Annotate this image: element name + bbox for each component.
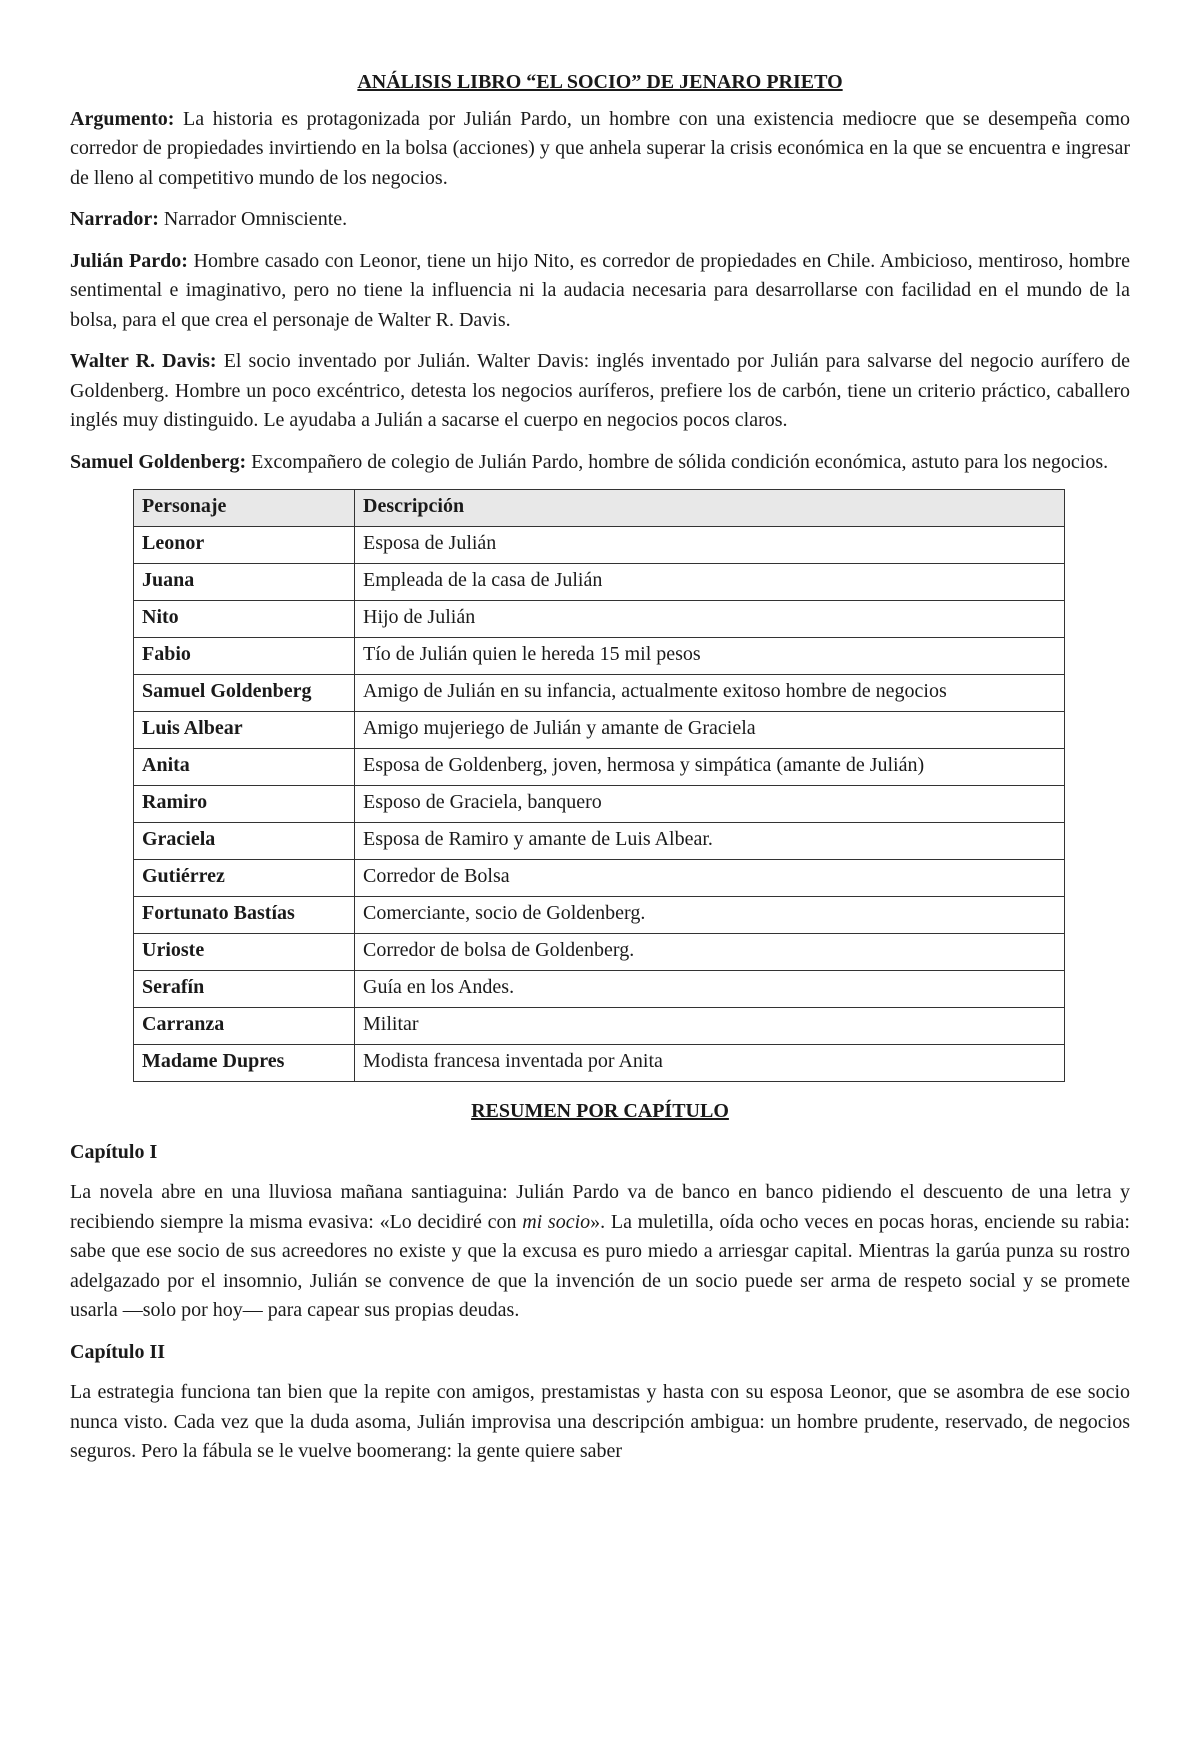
- table-row: [134, 897, 1065, 934]
- chapter-text: [70, 1378, 1130, 1467]
- character-name: Serafín: [134, 971, 355, 1008]
- paragraph-label: Argumento:: [70, 107, 175, 130]
- table-row: [134, 749, 1065, 786]
- chapter-text-part: La estrategia funciona tan bien que la repite con amigos, prestamistas y hasta con su esposa Leonor, que se asombra de ese socio nunca visto. Cada vez que la duda asoma, Julián improvisa una descripción ambigua: un hombre prudente, reservado, de negocios seguros. Pero la fábula se le vuelve boomerang: la gente quiere saber: [70, 1381, 1130, 1462]
- chapter-text: [70, 1178, 1130, 1326]
- character-description: Esposa de Goldenberg, joven, hermosa y simpática (amante de Julián): [355, 749, 1065, 786]
- chapter-title: Capítulo II: [70, 1340, 166, 1363]
- paragraph-narrador: [70, 205, 1130, 235]
- character-description: Corredor de bolsa de Goldenberg.: [355, 934, 1065, 971]
- character-description: Empleada de la casa de Julián: [355, 564, 1065, 601]
- character-name: Madame Dupres: [134, 1045, 355, 1082]
- table-row: [134, 564, 1065, 601]
- character-description: Guía en los Andes.: [355, 971, 1065, 1008]
- document-title: ANÁLISIS LIBRO “EL SOCIO” DE JENARO PRIETO: [357, 71, 843, 93]
- intro-paragraphs: [70, 105, 1130, 478]
- table-row: [134, 527, 1065, 564]
- paragraph-text: Narrador Omnisciente.: [158, 208, 348, 230]
- character-description: Esposo de Graciela, banquero: [355, 786, 1065, 823]
- character-description: Militar: [355, 1008, 1065, 1045]
- table-row: [134, 712, 1065, 749]
- character-name: Anita: [134, 749, 355, 786]
- character-name: Nito: [134, 601, 355, 638]
- chapter-2: [70, 1338, 1130, 1467]
- character-description: Esposa de Ramiro y amante de Luis Albear.: [355, 823, 1065, 860]
- character-name: Urioste: [134, 934, 355, 971]
- paragraph-julian-pardo: [70, 247, 1130, 336]
- character-name: Graciela: [134, 823, 355, 860]
- table-row: [134, 823, 1065, 860]
- column-header-personaje: Personaje: [134, 490, 355, 527]
- column-header-descripcion: Descripción: [355, 490, 1065, 527]
- character-name: Luis Albear: [134, 712, 355, 749]
- paragraph-label: Samuel Goldenberg:: [70, 450, 247, 473]
- table-row: [134, 786, 1065, 823]
- paragraph-text: Hombre casado con Leonor, tiene un hijo Nito, es corredor de propiedades en Chile. Ambicioso, mentiroso, hombre sentimental e imaginativo, pero no tiene la influencia ni la audacia necesaria para desarrollarse con facilidad en el mundo de la bolsa, para el que crea el personaje de Walter R. Davis.: [70, 249, 1130, 331]
- paragraph-text: El socio inventado por Julián. Walter Davis: inglés inventado por Julián para salvarse del negocio aurífero de Goldenberg. Hombre un poco excéntrico, detesta los negocios auríferos, prefiere los de carbón, tiene un criterio práctico, caballero inglés muy distinguido. Le ayudaba a Julián a sacarse el cuerpo en negocios pocos claros.: [70, 350, 1130, 431]
- paragraph-label: Julián Pardo:: [70, 249, 188, 272]
- table-row: [134, 1045, 1065, 1082]
- table-row: [134, 638, 1065, 675]
- table-row: [134, 1008, 1065, 1045]
- character-description: Corredor de Bolsa: [355, 860, 1065, 897]
- character-name: Fortunato Bastías: [134, 897, 355, 934]
- table-row: [134, 601, 1065, 638]
- paragraph-argumento: [70, 105, 1130, 194]
- paragraph-label: Walter R. Davis:: [70, 350, 217, 372]
- character-description: Tío de Julián quien le hereda 15 mil pesos: [355, 638, 1065, 675]
- character-description: Hijo de Julián: [355, 601, 1065, 638]
- summary-title: RESUMEN POR CAPÍTULO: [471, 1100, 729, 1122]
- chapter-title: Capítulo I: [70, 1140, 158, 1163]
- character-description: Amigo mujeriego de Julián y amante de Graciela: [355, 712, 1065, 749]
- table-row: [134, 860, 1065, 897]
- table-row: [134, 675, 1065, 712]
- character-name: Carranza: [134, 1008, 355, 1045]
- character-name: Ramiro: [134, 786, 355, 823]
- character-name: Fabio: [134, 638, 355, 675]
- chapter-1: [70, 1138, 1130, 1326]
- paragraph-samuel-goldenberg: [70, 448, 1130, 478]
- character-description: Comerciante, socio de Goldenberg.: [355, 897, 1065, 934]
- table-body: [134, 527, 1065, 1082]
- chapter-text-part: La novela abre en una lluviosa mañana santiaguina: Julián Pardo va de banco en banco pidiendo el descuento de una letra y recibiendo siempre la misma evasiva: «Lo decidiré con: [70, 1181, 1130, 1233]
- character-description: Modista francesa inventada por Anita: [355, 1045, 1065, 1082]
- character-name: Juana: [134, 564, 355, 601]
- table-header-row: [134, 490, 1065, 527]
- character-name: Samuel Goldenberg: [134, 675, 355, 712]
- character-description: Amigo de Julián en su infancia, actualmente exitoso hombre de negocios: [355, 675, 1065, 712]
- character-name: Leonor: [134, 527, 355, 564]
- characters-table: [133, 489, 1065, 1082]
- table-row: [134, 934, 1065, 971]
- paragraph-text: La historia es protagonizada por Julián Pardo, un hombre con una existencia mediocre que se desempeña como corredor de propiedades invirtiendo en la bolsa (acciones) y que anhela superar la crisis económica en la que se encuentra e ingresar de lleno al competitivo mundo de los negocios.: [70, 107, 1130, 189]
- table-row: [134, 971, 1065, 1008]
- paragraph-text: Excompañero de colegio de Julián Pardo, hombre de sólida condición económica, astuto para los negocios.: [246, 450, 1109, 473]
- character-name: Gutiérrez: [134, 860, 355, 897]
- paragraph-label: Narrador:: [70, 208, 159, 230]
- chapter-text-part: ». La muletilla, oída ocho veces en pocas horas, enciende su rabia: sabe que ese socio de sus acreedores no existe y que la excusa es puro miedo a arriesgar capital. Mientras la garúa punza su rostro adelgazado por el insomnio, Julián se convence de que la invención de un socio puede ser arma de respeto social y se promete usarla —solo por hoy— para capear sus propias deudas.: [70, 1210, 1130, 1321]
- paragraph-walter-davis: [70, 347, 1130, 436]
- character-description: Esposa de Julián: [355, 527, 1065, 564]
- chapter-text-emphasis: mi socio: [522, 1210, 591, 1233]
